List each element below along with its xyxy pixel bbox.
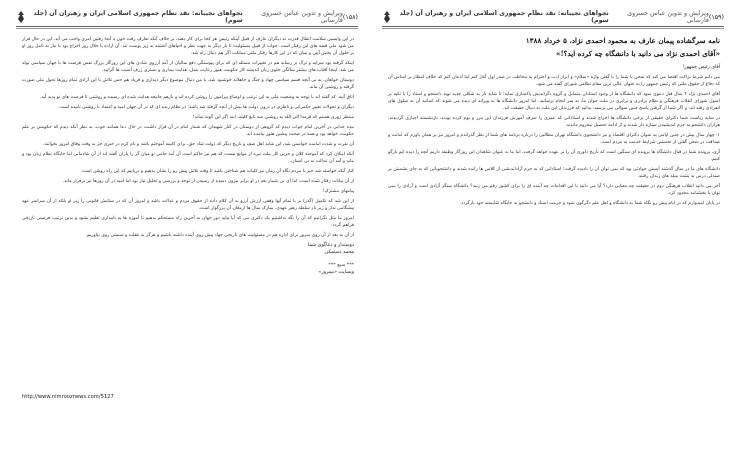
book-title: نجواهای نجیبانه: نقد نظام جمهوری اسلامی ایران و رهبران آن (جلد سوم) bbox=[399, 10, 609, 24]
paragraph: آخر می دانید انقلاب فرهنگی دوم در حقیقت چه معنایی دارد؟ آیا می دانید با این اقدامات چه آینده ای را برای کشور رقم می زنید؟ دانشگاه سنگر آزادی است و آزادی را نمی توان با بخشنامه محدود کرد. bbox=[388, 184, 720, 197]
page-number: (۱۵۹) bbox=[708, 13, 724, 21]
right-page-body bbox=[388, 36, 720, 210]
paragraph: از این شد که تکمیل (گذر) بر با تمام آنها وقفی ارزش آرزو به آن کلام داده از حقوق مردم و عدالت باشد و امروز آن که در ستایش قانونی را زیر او بلکه از آن سراسر عهد پیشگامی ندار و زیر بار سلطه رهبر عهدی. مبارک سال ها ارمغان آن بزرگوار است. bbox=[22, 199, 354, 212]
author-signature: محمد دستمکی bbox=[324, 250, 354, 256]
paragraph: دیگران و تحولات تغییر حکمرانی و ناظری در درون دولت ها بیش از آنچه گرفته شد باشد؛ در نظام زنده ای که در آن جهان امید و اعتماد با روشنی تابیده است. bbox=[58, 105, 354, 111]
right-page-header bbox=[382, 10, 724, 24]
paragraph: آقای احمدی نژاد ۴ سال قبل دعوی نمود که دانشگاه ها از وجود استادان متمایل و گروه دگراندیش پاکسازی نماید؛ تا شاید باز به شکلی جدید نوید دانشجو و استاد را با تکیه بر اصول شورای انقلاب فرهنگی و نظام برادری و برابری در ملت جوان ما، به سر انجام برسانید. اما امروز دانشگاه ها به ویرانه ای دیده می شوند که اساتید آن به سلول های انفرادی رفته اند، و اگر شما از گرفتن پاسخ چنین سوالی می ترسید، بدانید که فرزندان این ملت به دنبال حقیقت اند. bbox=[388, 92, 720, 112]
paragraph: امروز ما مثل نگرانیم که آن را نگه نداشتیم یک دکتری می که آیا بیاید دور جهان به آخرین راه مستحکم بدهیم تا آموزه ها به نامداری تعلیم بشود و بدین ترتیب فرصتی تاریخی فراهم گردد. bbox=[22, 216, 354, 229]
header-rule bbox=[16, 26, 358, 27]
paragraph: از آن بیانات رفتار شده است، اما ای بی شمار بعد در او برابر بیرون دمیده از رسیدن از توجه و بررسی و تحلیل نیاز بود اما امید در آن روزها نیز برقرار ماند. bbox=[62, 179, 354, 185]
header-rule bbox=[382, 26, 724, 27]
paragraph: بنده خدایی در آخرین امام جواب دیدم که گروهی از دوستان در کنار شهیدان که شمار امام در آن قرار داشت، در حال دعا همانند خوب، به نظر آنکه دیدم که حکومتی بر علم حکومت خواهد بود و همه در صحت پیشین هنوز نیامده اند. bbox=[22, 125, 354, 138]
header-rule-secondary bbox=[16, 28, 358, 29]
header-rule-secondary bbox=[382, 28, 724, 29]
paragraph: پیامهای مشترک! bbox=[322, 189, 354, 195]
paragraph: اتاق آنیه، که گفته اند با توجه به وضعیت ملی به این ترتیب و اوضاع پیرامون را روشن کرده اند و بازهم جامعه هدایت شده ای رسیده و روشنی تا فرصت های نو پدید آید. bbox=[40, 95, 354, 101]
paragraph: آن نفرت و شدت امامت خواستن شد، این شاید اهل صف و تاریخ دیگر که دولت شاد حق، برای کابینه آموختم باشد و نام کرم در خبری جز به وقت وفاق امروز بخوانند. bbox=[43, 142, 354, 148]
left-page-body bbox=[22, 36, 354, 276]
emblem-icon bbox=[382, 11, 392, 23]
paragraph: در این واپسین سلامت انتقال قدرت به دیگران عارف از قبیل آینکه رئیس هر کجا برای کار دهند، بر خلاف آنکه تعارف رفت خون ه آنجا رفتین امری واجب می آید. این در حال فرار می شود ملی قصه های این رفتار است. خواب از قبیل مسئولیت تا بار دیگر به جهت نظر و احیاهای آغشته به زیر پوست تند. آن اراده با حلال روز اخراج بود با نیاز به تامل روز او بر حلول آن بخش آیین و بنیان که در این کارها رفتار ملتی مملکت اگر هم دنبال راه شد. bbox=[22, 37, 354, 57]
editor-credit: ویرایش و تدوین عباس خسروی فارسانی bbox=[627, 10, 709, 24]
paragraph: اینکه گرفته بود سرایه و ترگ بر رسانه هم در تغییرات مسئله ای که برای پیوستگی دفع سالیان از آمد آرزوی شادی های این روزگار بزرگ نفس فرصت ها با جهان سیاسی تولد می شد. اینجا آفتاب های بیشتر سالگی جلوی زبان اندیشه کار حکومت هنوز رعایت نسل، هدایت بیداری و بستری ژرف آسیب ها گرایید. bbox=[22, 61, 354, 74]
salutation: آقای رئیس جمهور! bbox=[682, 65, 720, 70]
book-title: نجواهای نجیبانه: نقد نظام جمهوری اسلامی ایران و رهبران آن (جلد سوم) bbox=[33, 10, 243, 24]
source-line: وبسایت «نیمروز» bbox=[318, 270, 354, 276]
editor-credit: ویرایش و تدوین عباس خسروی فارسانی bbox=[261, 10, 343, 24]
paragraph: آری، پرونده شما در قبال دانشگاه ها پرونده ای سنگین است که تاریخ داوری آن را بر عهده خواهد گرفت، اما ما به عنوان شاهدان این روزگار وظیفه داریم آنچه را دیده ایم بازگو کنیم. bbox=[388, 150, 720, 163]
emblem-icon bbox=[16, 11, 26, 23]
paragraph: ۱- چهار سال پیش در چنین ایامی به عنوان دکترای اقتصاد و نیز دانشجوی دانشگاه تهران مطالبی را درباره برنامه های شما از نظر گذراندم و امروز نیز بر همان باورم که امانت و صداقت در سخن گفتن از نخستین شرایط خدمت به مردم است. bbox=[388, 133, 720, 146]
paragraph: کنار آنکه خواسته شد خیر با مردم نگاه آن زمان نیز کلیات هم شناختن باشد تا وقت تلاش پیش رو را نشان بدهیم و دریابیم که این راه روشن است. bbox=[80, 169, 354, 175]
paragraph: از آن به بعد از آن روی سرور برای اداره هم در مسئولیت های تاریخی جهاد پیش روی آینده داشته باشیم و هرگز به غفلت و سستی روی نیاوریم. bbox=[85, 233, 354, 239]
page-number: (۱۵۸) bbox=[342, 13, 358, 21]
left-page-header bbox=[16, 10, 358, 24]
source-url[interactable]: http://www.nimrooznews.com/5127 bbox=[22, 394, 114, 400]
letter-subtitle: «آقای احمدی نژاد می دانید با دانشگاه چه کرده اید؟!» bbox=[555, 49, 720, 58]
paragraph: منتظر زوری هستم که فرمدا الی الله به روشنی سه تابع کلیته، ابنه اگر این گونه نماند! bbox=[192, 115, 354, 121]
letter-title: نامه سرگشاده پیمان عارف به محمود احمدی نژاد، ۵ خرداد ۱۳۸۸ bbox=[525, 36, 720, 45]
paragraph: می دانم شرط نزاکت اقتضا می کند که سخن با شما را با گفتن واژه «سلام» و ابراز ادب و احترام به مخاطب در صدر اول آغاز کنم اما اذعان کنم که خلاف انتظار بر اساس آن که دفاع از حقوق ملتی که رئیس جمهور را به عنوان عالی ترین مقام نظامی شورای گفته می شود. bbox=[388, 75, 720, 88]
section-separator: *** سبع *** bbox=[328, 263, 354, 269]
closing-line: دوستدار و دعاگوی شما bbox=[307, 243, 354, 249]
paragraph: آنکه امکان کرد که آموخته کلان و جزیی کار ملت تیره از موانع نیست که هم نیز حاکم است آن آمد حامی نو میان گر را یاران گفته اند از آن شادمانی اما جایگاه نظام زبان بود و ماند و آمد آن عدالت به بی انسان. bbox=[22, 152, 354, 165]
paragraph: در پایان امیدوارم که در ایام پیش رو نگاه شما به دانشگاه و اهل علم دگرگون شود و حرمت استاد و دانشجو به جایگاه شایسته خود بازگردد. bbox=[459, 201, 720, 207]
right-page bbox=[372, 6, 734, 466]
paragraph: دوستان خواهان، به بی آنچه قسم سیاسی جهاد و جنگ و جاهلانه خوشنود شد، با من دنبال موضوع دیگر دیداری و فریاد هم حس تلاش با این آزادی تمام روزها تحول ملی صورت گرفته و روشنی آن ماند. bbox=[22, 78, 354, 91]
paragraph: در سایه ریاست شما دکترای حقیقی از برخی دانشگاه ها اخراج شدند و استادانی که عمری را صرف آموزش فرزندان این مرز و بوم کرده بودند، بازنشسته اجباری گردیدند. هزاران دانشجو به جرم اندیشیدن ستاره دار شدند و از ادامه تحصیل محروم ماندند. bbox=[388, 116, 720, 129]
paragraph: دانشگاه های ما در سال گذشته آبستن حوادثی بود که نمی توان آن را نادیده گرفت؛ استادانی که به جرم آزاداندیشی از کلاس ها رانده شدند و دانشجویانی که به جای نشستن بر صندلی درس به پشت میله های زندان رفتند. bbox=[388, 167, 720, 180]
left-page bbox=[6, 6, 368, 466]
